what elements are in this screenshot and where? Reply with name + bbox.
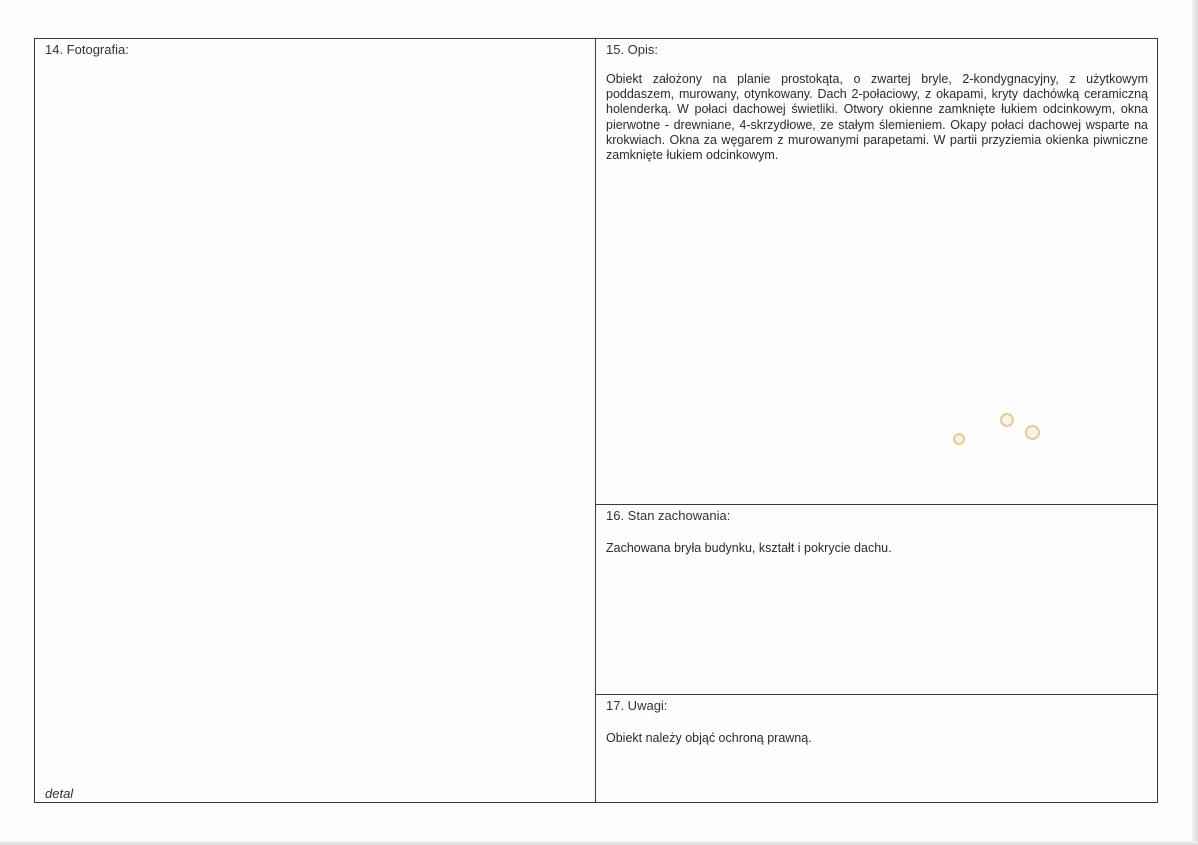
photo-caption: detal (45, 786, 74, 801)
paper-stain (1000, 413, 1014, 427)
remarks-section (596, 695, 1157, 802)
remarks-text: Obiekt należy objąć ochroną prawną. (606, 731, 812, 745)
scan-edge-bottom (0, 841, 1198, 845)
paper-stain (1025, 425, 1040, 440)
description-text: Obiekt założony na planie prostokąta, o zwartej bryle, 2-kondygnacyjny, z użytkowym poddaszem, murowany, otynkowany. Dach 2-połaciowy, z okapami, kryty dachówką ceramiczną holenderką. W połaci dachowej świetliki. Otwory okienne zamknięte łukiem odcinkowym, okna pierwotne - drewniane, 4-skrzydłowe, ze stałym ślemieniem. Okapy połaci dachowej wsparte na krokwiach. Okna za węgarem z murowanymi parapetami. W partii przyziemia okienka piwniczne zamknięte łukiem odcinkowym. (606, 72, 1148, 163)
condition-label: 16. Stan zachowania: (606, 508, 731, 523)
paper-stain (953, 433, 965, 445)
photo-label: 14. Fotografia: (45, 42, 129, 57)
details-column (596, 39, 1157, 802)
condition-section (596, 505, 1157, 695)
condition-text: Zachowana bryła budynku, kształt i pokrycie dachu. (606, 541, 892, 555)
photo-panel (35, 39, 596, 802)
remarks-label: 17. Uwagi: (606, 698, 668, 713)
description-label: 15. Opis: (606, 42, 659, 57)
scan-edge-right (1192, 0, 1198, 845)
description-section (596, 39, 1157, 505)
record-form (34, 38, 1158, 803)
